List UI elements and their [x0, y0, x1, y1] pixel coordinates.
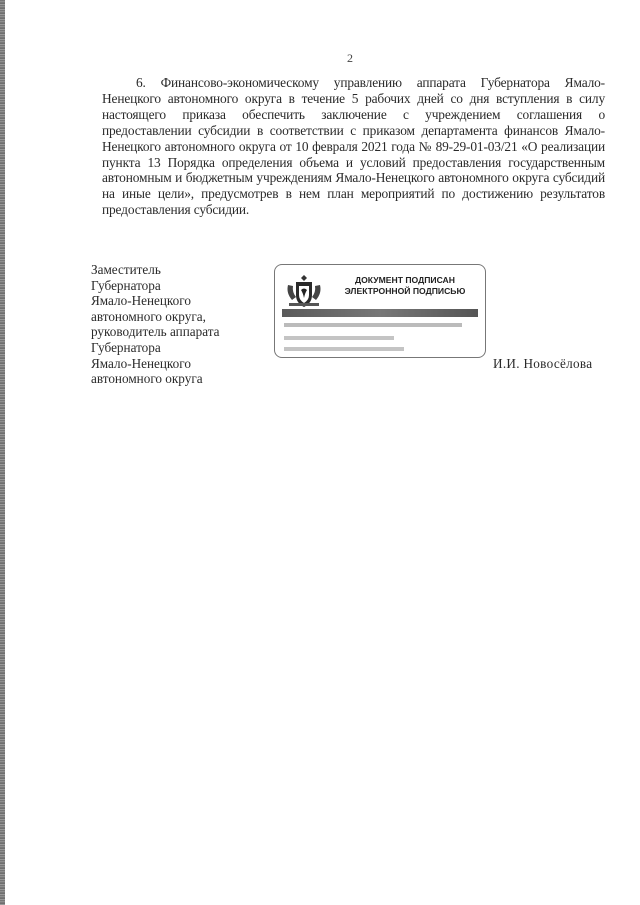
signer-title-line: автономного округа, — [91, 308, 206, 324]
scan-edge — [0, 0, 5, 905]
signer-title-line: Губернатора — [91, 277, 161, 293]
page-number: 2 — [347, 51, 353, 65]
owner-line-blurred — [284, 335, 480, 343]
signer-name: И.И. Новосёлова — [493, 356, 593, 371]
signer-title-line: Губернатора — [91, 339, 161, 355]
body-paragraph: 6. Финансово-экономическому управлению аппарата Губернатора Ямало-Ненецкого автономного округа в течение 5 рабочих дней со дня вступления в силу настоящего приказа обеспечить заключение с учреждением соглашения о предоставлении субсидии в соответствии с приказом департамента финансов Ямало-Ненецкого автономного округа от 10 февраля 2021 года № 89-29-01-03/21 «О реализации пункта 13 Порядка определения объема и условий предоставления государственным автономным и бюджетным учреждениям Ямало-Ненецкого автономного округа субсидий на иные цели», предусмотрев в нем план мероприятий по достижению результатов предоставления субсидии. — [102, 75, 605, 218]
signer-title — [91, 262, 281, 387]
signer-title-line: Заместитель — [91, 262, 161, 277]
certificate-line-blurred — [284, 322, 480, 330]
certificate-band — [282, 309, 478, 317]
signer-title-line: Ямало-Ненецкого — [91, 293, 191, 309]
signer-title-line: автономного округа — [91, 371, 203, 387]
stamp-title-line: ЭЛЕКТРОННОЙ ПОДПИСЬЮ — [344, 286, 466, 296]
signer-title-line: руководитель аппарата — [91, 324, 220, 340]
stamp-title — [330, 275, 480, 297]
validity-line-blurred — [284, 346, 480, 354]
electronic-signature-stamp — [274, 264, 486, 358]
coat-of-arms-icon — [284, 273, 324, 309]
signer-title-line: Ямало-Ненецкого — [91, 355, 191, 371]
stamp-title-line: ДОКУМЕНТ ПОДПИСАН — [355, 275, 455, 285]
